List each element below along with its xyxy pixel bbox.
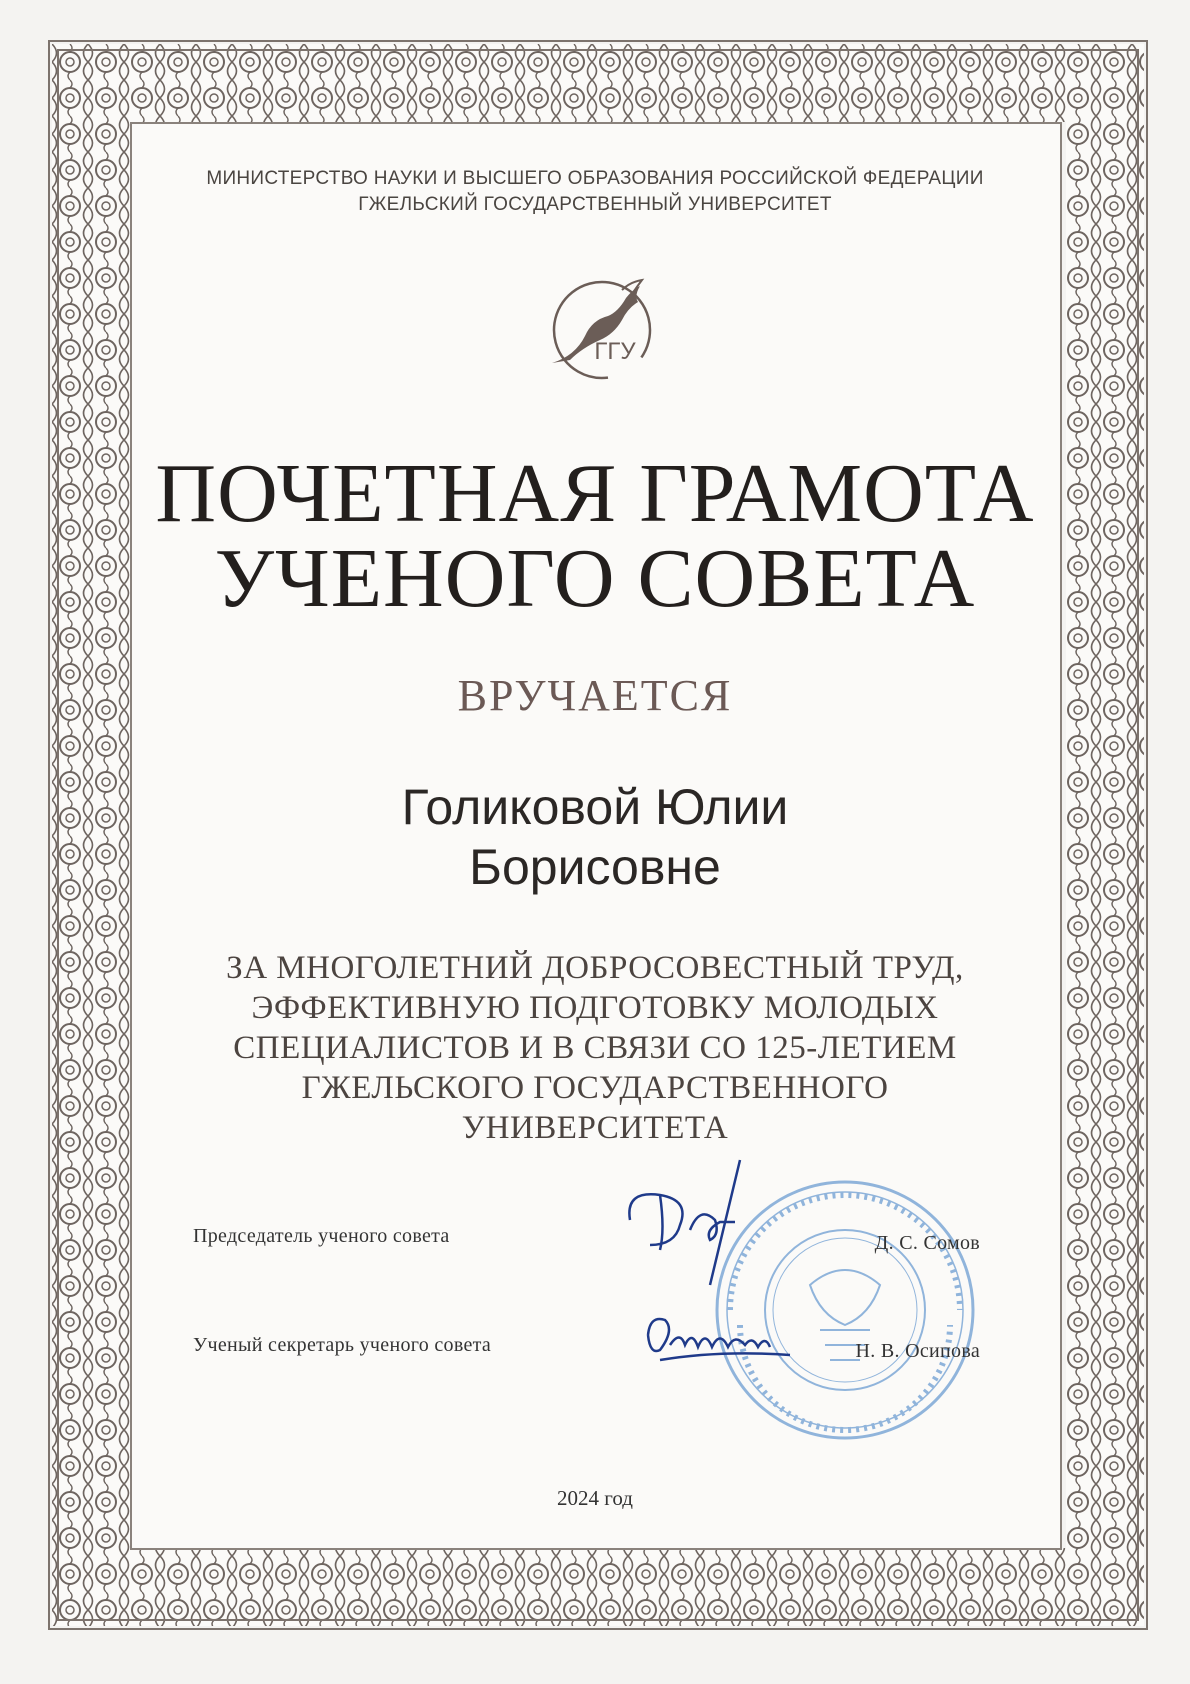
reason-line: ЭФФЕКТИВНУЮ ПОДГОТОВКУ МОЛОДЫХ — [251, 990, 939, 1026]
university-heading: ГЖЕЛЬСКИЙ ГОСУДАРСТВЕННЫЙ УНИВЕРСИТЕТ — [358, 194, 832, 215]
recipient-name-line1: Голиковой Юлии — [401, 779, 789, 835]
certificate-year: 2024 год — [557, 1486, 633, 1510]
reason-line: СПЕЦИАЛИСТОВ И В СВЯЗИ СО 125-ЛЕТИЕМ — [233, 1030, 957, 1066]
logo-abbreviation: ГГУ — [594, 338, 636, 365]
certificate-title-line1: ПОЧЕТНАЯ ГРАМОТА — [155, 447, 1035, 540]
secretary-role-label: Ученый секретарь ученого совета — [193, 1334, 492, 1356]
awarded-label: ВРУЧАЕТСЯ — [457, 671, 733, 720]
bird-logo-icon — [530, 268, 670, 388]
secretary-name: Н. В. Осипова — [855, 1340, 980, 1362]
ministry-heading: МИНИСТЕРСТВО НАУКИ И ВЫСШЕГО ОБРАЗОВАНИЯ РОССИЙСКОЙ ФЕДЕРАЦИИ — [206, 168, 984, 189]
chairman-role-label: Председатель ученого совета — [193, 1225, 450, 1247]
certificate-title-line2: УЧЕНОГО СОВЕТА — [214, 532, 976, 625]
chairman-signature — [620, 1150, 800, 1290]
reason-line: ЗА МНОГОЛЕТНИЙ ДОБРОСОВЕСТНЫЙ ТРУД, — [226, 950, 964, 986]
reason-line: ГЖЕЛЬСКОГО ГОСУДАРСТВЕННОГО — [301, 1070, 889, 1106]
chairman-name: Д. С. Сомов — [874, 1232, 980, 1254]
recipient-name-line2: Борисовне — [469, 839, 721, 895]
reason-line: УНИВЕРСИТЕТА — [461, 1110, 729, 1146]
secretary-signature — [640, 1305, 820, 1375]
